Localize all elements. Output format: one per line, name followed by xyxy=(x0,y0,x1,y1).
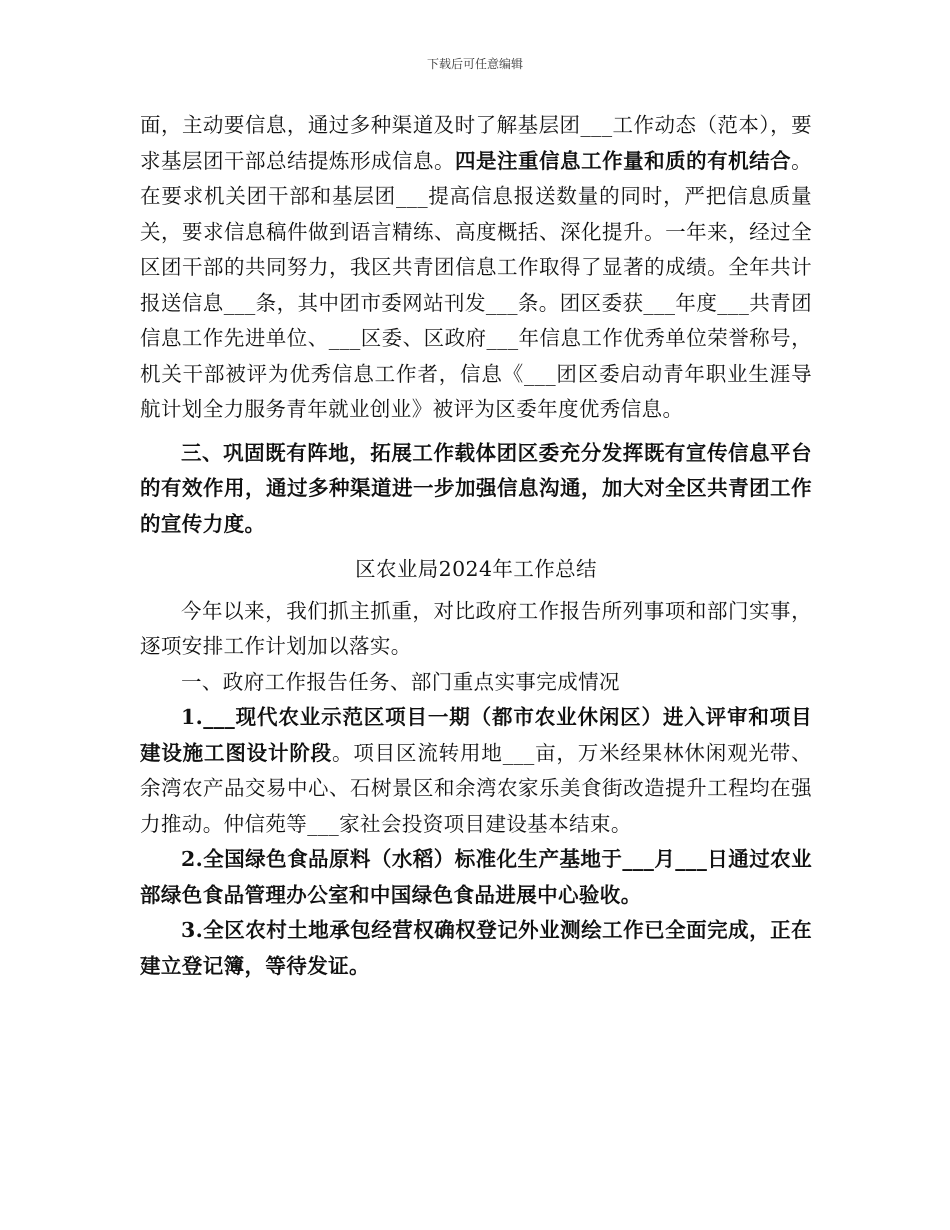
document-title: 区农业局2024年工作总结 xyxy=(355,557,597,581)
item-1 xyxy=(140,700,812,842)
document-body xyxy=(140,108,812,984)
item-3: 3.全区农村土地承包经营权确权登记外业测绘工作已全面完成，正在建立登记簿，等待发证。 xyxy=(140,918,812,978)
paragraph-intro: 今年以来，我们抓主抓重，对比政府工作报告所列事项和部门实事，逐项安排工作计划加以落实。 xyxy=(140,598,812,658)
bold-phrase: 四是注重信息工作量和质的有机结合 xyxy=(455,148,792,173)
item-1-text: 。项目区流转用地___亩，万米经果林休闲观光带、余湾农产品交易中心、石树景区和余湾农家乐美食街改造提升工程均在强力推动。仲信苑等___家社会投资项目建设基本结束。 xyxy=(140,740,812,836)
paragraph-text: 。在要求机关团干部和基层团___提高信息报送数量的同时，严把信息质量关，要求信息稿件做到语言精练、高度概括、深化提升。一年来，经过全区团干部的共同努力，我区共青团信息工作取得了显著的成绩。全年共计报送信息___条，其中团市委网站刊发___条。团区委获___年度___共青团信息工作先进单位、___区委、区政府___年信息工作优秀单位荣誉称号，机关干部被评为优秀信息工作者，信息《___团区委启动青年职业生涯导航计划全力服务青年就业创业》被评为区委年度优秀信息。 xyxy=(140,148,812,421)
section-heading-three: 三、巩固既有阵地，拓展工作载体团区委充分发挥既有宣传信息平台的有效作用，通过多种渠道进一步加强信息沟通，加大对全区共青团工作的宣传力度。 xyxy=(140,440,812,536)
item-2: 2.全国绿色食品原料（水稻）标准化生产基地于___月___日通过农业部绿色食品管理办公室和中国绿色食品进展中心验收。 xyxy=(140,847,812,907)
item-1-bold: 1.___现代农业示范区项目一期（都市农业休闲区）进入评审和项目建设施工图设计阶段 xyxy=(140,705,812,765)
page-header: 下载后可任意编辑 xyxy=(426,57,523,71)
section-heading-one: 一、政府工作报告任务、部门重点实事完成情况 xyxy=(181,669,620,694)
paragraph-info-work xyxy=(140,108,812,428)
paragraph-text: 面，主动要信息，通过多种渠道及时了解基层团___工作动态（范本），要求基层团干部总结提炼形成信息。 xyxy=(140,113,812,173)
